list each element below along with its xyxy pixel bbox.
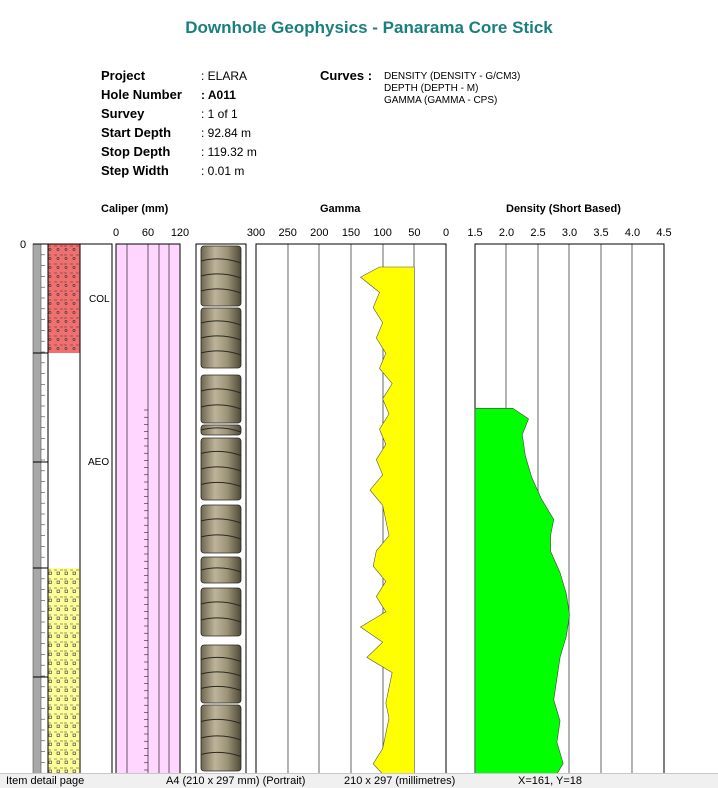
gamma-tick-label: 300	[246, 227, 266, 239]
field-label: Start Depth	[101, 125, 172, 140]
core-piece	[201, 425, 241, 435]
core-images	[201, 246, 241, 771]
gamma-tick-label: 0	[442, 227, 450, 239]
gamma-tick-label: 100	[373, 227, 392, 239]
caliper-tick-label: 0	[112, 227, 120, 239]
gamma-tick-label: 200	[310, 227, 329, 239]
lithology-code-aeo: AEO	[88, 457, 110, 468]
gamma-tick-label: 150	[341, 227, 361, 239]
core-piece	[201, 705, 241, 771]
status-paper: A4 (210 x 297 mm) (Portrait)	[166, 775, 306, 787]
lithology-lower-pattern	[48, 568, 80, 774]
code-column	[80, 244, 112, 774]
core-piece	[201, 375, 241, 423]
core-piece	[201, 438, 241, 500]
lithology-col-pattern	[48, 244, 80, 353]
gamma-title: Gamma	[320, 203, 361, 215]
curve-item: DENSITY (DENSITY - G/CM3)	[384, 71, 521, 82]
field-label: Hole Number	[101, 87, 182, 102]
report-title: Downhole Geophysics - Panarama Core Stick	[185, 18, 553, 37]
status-item: Item detail page	[6, 775, 85, 787]
field-label: Step Width	[101, 163, 169, 178]
depth-bar	[33, 244, 41, 774]
status-coords: X=161, Y=18	[518, 775, 583, 787]
lithology-code-col: COL	[89, 294, 110, 305]
core-piece	[201, 557, 241, 583]
density-tick-label: 2.0	[498, 227, 515, 239]
field-value: : 119.32 m	[201, 145, 257, 159]
gamma-tick-label: 50	[408, 227, 421, 239]
core-piece	[201, 645, 241, 703]
curves-label: Curves :	[320, 68, 373, 83]
curve-item: DEPTH (DEPTH - M)	[384, 83, 479, 94]
density-tick-label: 3.5	[593, 227, 609, 239]
field-label: Stop Depth	[101, 144, 171, 159]
lithology-aeo-fill	[48, 353, 80, 568]
depth-start-label: 0	[20, 239, 27, 251]
density-title: Density (Short Based)	[506, 203, 621, 215]
field-value: : 92.84 m	[201, 126, 252, 140]
field-label: Project	[101, 68, 146, 83]
status-bar	[0, 773, 718, 788]
core-piece	[201, 588, 241, 636]
core-piece	[201, 308, 241, 368]
caliper-tick-label: 60	[141, 227, 155, 239]
field-value: : 0.01 m	[201, 164, 245, 178]
core-piece	[201, 246, 241, 306]
caliper-tick-label: 120	[170, 227, 190, 239]
density-tick-label: 4.5	[656, 227, 672, 239]
gamma-tick-label: 250	[278, 227, 297, 239]
density-tick-label: 1.5	[467, 227, 483, 239]
field-value: : A011	[201, 88, 236, 102]
field-label: Survey	[101, 106, 145, 121]
density-tick-label: 2.5	[530, 227, 546, 239]
density-tick-label: 3.0	[561, 227, 578, 239]
field-value: : 1 of 1	[201, 107, 238, 121]
field-value: : ELARA	[201, 69, 248, 83]
status-size: 210 x 297 (millimetres)	[344, 775, 456, 787]
caliper-title: Caliper (mm)	[101, 203, 169, 215]
core-piece	[201, 505, 241, 553]
density-tick-label: 4.0	[624, 227, 641, 239]
curve-item: GAMMA (GAMMA - CPS)	[384, 95, 498, 106]
